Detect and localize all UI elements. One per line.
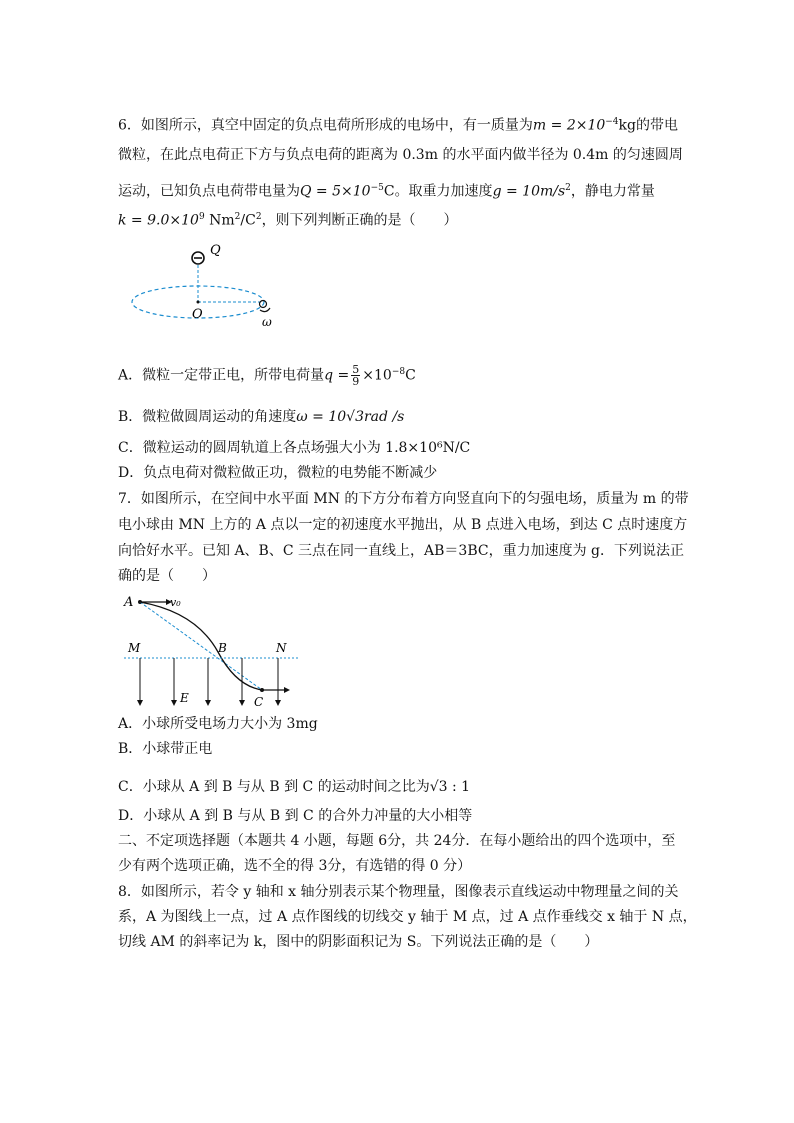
- q7-option-C: [118, 777, 470, 797]
- q6-gravity-exp: 2: [565, 183, 571, 193]
- section2-line-2: 少有两个选项正确，选不全的得 3分，有选错的得 0 分）: [118, 858, 472, 874]
- q6-option-C: C．微粒运动的圆周轨道上各点场强大小为 1.8×10⁶N/C: [118, 440, 471, 456]
- q7-option-D: D．小球从 A 到 B 与从 B 到 C 的合外力冲量的大小相等: [118, 808, 473, 824]
- q6-line-3: [118, 178, 655, 202]
- q6-mass-exp: −4: [605, 117, 619, 127]
- q6-charge: Q = 5×10: [300, 183, 371, 200]
- q7-line-1: 7．如图所示，在空间中水平面 MN 的下方分布着方向竖直向下的匀强电场，质量为 m 的带: [118, 491, 689, 507]
- center-point: [197, 301, 200, 304]
- q6-k-unit-c: /C: [240, 212, 256, 229]
- q8-line-2: 系，A 为图线上一点，过 A 点作图线的切线交 y 轴于 M 点，过 A 点作垂线交 x 轴于 N 点，: [118, 909, 697, 925]
- q8-line-1: 8．如图所示，若令 y 轴和 x 轴分别表示某个物理量，图像表示直线运动中物理量之间的关: [118, 884, 679, 900]
- q6-optA-unit: C: [405, 367, 416, 384]
- fig-label-A: A: [124, 595, 134, 610]
- q6-text-4d: ，则下列判断正确的是（ ）: [261, 212, 458, 229]
- q6-optA-fraction: [351, 364, 360, 387]
- q6-k-unit-exp2: 2: [255, 212, 262, 222]
- q6-line-4: [118, 207, 458, 231]
- q6-k-unit-exp1: 2: [234, 212, 241, 222]
- q6-option-D: D．负点电荷对微粒做正功，微粒的电势能不断减少: [118, 465, 438, 481]
- q6-optB-value: ω = 10√3rad /s: [296, 409, 405, 425]
- q6-line-1: [118, 112, 678, 136]
- q7-option-A: A．小球所受电场力大小为 3mg: [118, 716, 318, 732]
- q6-text-1b: 的带电: [636, 117, 678, 134]
- fig-label-omega: ω: [262, 315, 272, 329]
- q6-gravity: g = 10m/s: [492, 183, 566, 200]
- q6-option-A: [118, 362, 416, 387]
- q6-text-3b: 。取重力加速度: [394, 183, 493, 200]
- q6-charge-unit: C: [383, 183, 395, 200]
- q6-optA-exp: −8: [391, 367, 406, 377]
- q6-optA-q: q =: [324, 367, 350, 384]
- q6-charge-exp: −5: [370, 183, 384, 193]
- q6-optA-power: ×10: [362, 367, 392, 384]
- q6-text-1a: 6．如图所示，真空中固定的负点电荷所形成的电场中，有一质量为: [118, 117, 533, 134]
- fig-label-C: C: [254, 695, 264, 709]
- q6-k-unit: Nm: [204, 212, 235, 229]
- fraction-denominator: 9: [352, 375, 360, 389]
- fig-label-E: E: [180, 691, 189, 705]
- q7-option-B: B．小球带正电: [118, 741, 213, 757]
- q6-optA-text: A．微粒一定带正电，所带电荷量: [118, 367, 325, 384]
- fraction-numerator: 5: [352, 363, 360, 377]
- q6-line-2: 微粒，在此点电荷正下方与负点电荷的距离为 0.3m 的水平面内做半径为 0.4m 的匀速圆周: [118, 147, 683, 163]
- fig-label-N: N: [276, 641, 287, 655]
- fig-label-B: B: [218, 641, 227, 655]
- q6-text-3a: 运动，已知负点电荷带电量为: [118, 183, 300, 200]
- fig-label-M: M: [128, 641, 141, 655]
- q7-optC-text: C．小球从 A 到 B 与从 B 到 C 的运动时间之比为: [118, 779, 430, 795]
- velocity-arrow-C-head-icon: [284, 687, 290, 693]
- q7-line-3: 向恰好水平。已知 A、B、C 三点在同一直线上，AB＝3BC，重力加速度为 g．下列说法正: [118, 543, 684, 559]
- fig-label-O: O: [192, 307, 203, 322]
- line-ABC: [140, 602, 262, 690]
- q7-line-4: 确的是（ ）: [118, 568, 216, 584]
- q6-option-B: [118, 407, 404, 427]
- q6-k-exp: 9: [198, 212, 205, 222]
- q6-optB-text: B．微粒做圆周运动的角速度: [118, 409, 297, 425]
- q6-mass-unit: kg: [618, 117, 636, 134]
- q6-k: k = 9.0×10: [118, 212, 199, 229]
- fig-label-Q: Q: [210, 243, 221, 258]
- q6-figure: [120, 240, 290, 335]
- q7-figure: [118, 590, 308, 710]
- q6-mass: m = 2×10: [532, 117, 606, 134]
- q7-optC-ratio: √3 : 1: [429, 779, 471, 795]
- q6-text-3c: ，静电力常量: [570, 183, 655, 200]
- q8-line-3: 切线 AM 的斜率记为 k，图中的阴影面积记为 S。下列说法正确的是（ ）: [118, 934, 599, 950]
- rotation-arrow-icon: [260, 308, 270, 312]
- section2-line-1: 二、不定项选择题（本题共 4 小题，每题 6分，共 24分．在每小题给出的四个选项中，至: [118, 833, 676, 849]
- q7-line-2: 电小球由 MN 上方的 A 点以一定的初速度水平抛出，从 B 点进入电场，到达 C 点时速度方: [118, 517, 688, 533]
- fig-label-v0: v₀: [170, 596, 181, 609]
